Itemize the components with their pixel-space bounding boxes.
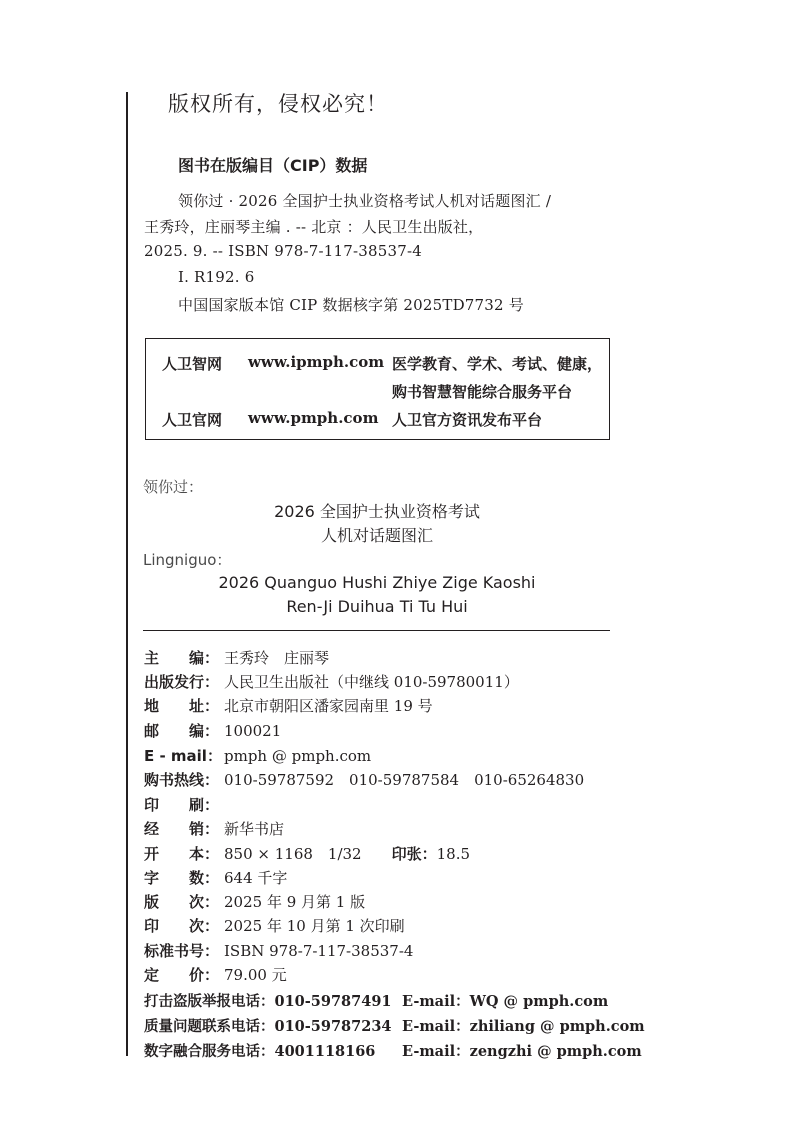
cip-line-1: 领你过 · 2026 全国护士执业资格考试人机对话题图汇 / bbox=[178, 192, 552, 210]
info-value: 850 × 1168 1/32 bbox=[224, 845, 362, 863]
info-row-email bbox=[144, 745, 371, 766]
contact-email: E-mail：zengzhi @ pmph.com bbox=[402, 1043, 642, 1060]
website-url-pmph[interactable]: www.pmph.com bbox=[248, 409, 379, 427]
info-label: 印 刷： bbox=[144, 796, 220, 814]
info-row-printer bbox=[144, 794, 224, 815]
info-value: 新华书店 bbox=[224, 820, 285, 838]
info-label: 购书热线： bbox=[144, 771, 220, 789]
book-title-cn-line-1: 2026 全国护士执业资格考试 bbox=[274, 502, 480, 521]
info-label: 字 数： bbox=[144, 869, 220, 887]
website-name-ipmph: 人卫智网 bbox=[162, 355, 223, 373]
book-title-label-pinyin: Lingniguo： bbox=[143, 551, 232, 569]
contact-label: 打击盗版举报电话： bbox=[144, 994, 275, 1010]
cip-title: 图书在版编目（CIP）数据 bbox=[178, 156, 368, 175]
website-box bbox=[145, 338, 610, 440]
contact-number: 010-59787491 bbox=[274, 993, 392, 1010]
website-name-pmph: 人卫官网 bbox=[162, 411, 223, 429]
info-row-hotline bbox=[144, 769, 584, 790]
contact-row-piracy bbox=[144, 990, 609, 1011]
contact-row-quality bbox=[144, 1015, 645, 1036]
contact-email: E-mail：WQ @ pmph.com bbox=[402, 993, 609, 1010]
info-label: 邮 编： bbox=[144, 722, 220, 740]
book-title-pinyin-line-1: 2026 Quanguo Hushi Zhiye Zige Kaoshi bbox=[218, 573, 536, 592]
website-desc-ipmph-2: 购书智慧智能综合服务平台 bbox=[392, 383, 573, 401]
info-row-isbn bbox=[144, 940, 413, 961]
info-value: pmph @ pmph.com bbox=[224, 747, 372, 765]
contact-email: E-mail：zhiliang @ pmph.com bbox=[402, 1018, 645, 1035]
info-row-distributor bbox=[144, 818, 284, 839]
book-title-cn-line-2: 人机对话题图汇 bbox=[320, 526, 434, 545]
info-label: 开 本： bbox=[144, 845, 220, 863]
book-title-pinyin-line-2: Ren-Ji Duihua Ti Tu Hui bbox=[286, 597, 468, 616]
info-row-edition bbox=[144, 891, 365, 912]
section-divider bbox=[143, 630, 610, 631]
info-row-editor bbox=[144, 647, 329, 668]
cip-line-3: 2025. 9. -- ISBN 978-7-117-38537-4 bbox=[144, 242, 422, 260]
contact-number: 4001118166 bbox=[274, 1043, 376, 1060]
info-value: 2025 年 10 月第 1 次印刷 bbox=[224, 917, 405, 935]
copyright-notice: 版权所有，侵权必究！ bbox=[168, 92, 388, 116]
info-value: 2025 年 9 月第 1 版 bbox=[224, 893, 366, 911]
info-label: 主 编： bbox=[144, 649, 220, 667]
info-row-price bbox=[144, 964, 287, 985]
website-desc-ipmph-1: 医学教育、学术、考试、健康， bbox=[392, 355, 603, 373]
website-desc-pmph: 人卫官方资讯发布平台 bbox=[392, 411, 543, 429]
info-value: 644 千字 bbox=[224, 869, 288, 887]
info-label: 出版发行： bbox=[144, 673, 220, 691]
website-url-ipmph[interactable]: www.ipmph.com bbox=[248, 353, 385, 371]
info-label: 定 价： bbox=[144, 966, 220, 984]
info-row-address bbox=[144, 695, 433, 716]
info-row-postcode bbox=[144, 720, 281, 741]
contact-number: 010-59787234 bbox=[274, 1018, 392, 1035]
info-value: 79.00 元 bbox=[224, 966, 287, 984]
info-row-printing bbox=[144, 915, 405, 936]
info-value: 王秀玲 庄丽琴 bbox=[224, 649, 330, 667]
info-extra-value: 18.5 bbox=[436, 845, 471, 863]
contact-label: 质量问题联系电话： bbox=[144, 1019, 275, 1035]
contact-label: 数字融合服务电话： bbox=[144, 1044, 275, 1060]
cip-line-4: Ⅰ. R192. 6 bbox=[178, 268, 255, 286]
info-label: 标准书号： bbox=[144, 942, 220, 960]
info-value: 010-59787592 010-59787584 010-65264830 bbox=[224, 771, 585, 789]
info-label: 印 次： bbox=[144, 917, 220, 935]
info-row-publisher bbox=[144, 671, 519, 692]
info-row-format bbox=[144, 843, 470, 864]
book-title-label-cn: 领你过： bbox=[143, 478, 204, 496]
info-extra-label: 印张： bbox=[391, 845, 437, 863]
info-label: 版 次： bbox=[144, 893, 220, 911]
left-margin-rule bbox=[126, 92, 128, 1056]
info-label: 经 销： bbox=[144, 820, 220, 838]
info-value: ISBN 978-7-117-38537-4 bbox=[224, 942, 414, 960]
info-row-wordcount bbox=[144, 867, 287, 888]
info-value: 北京市朝阳区潘家园南里 19 号 bbox=[224, 697, 433, 715]
contact-row-digital bbox=[144, 1040, 642, 1061]
info-value: 100021 bbox=[224, 722, 282, 740]
cip-line-2: 王秀玲，庄丽琴主编 . -- 北京 ：人民卫生出版社， bbox=[144, 218, 484, 236]
info-label: E - mail： bbox=[144, 747, 222, 765]
cip-line-5: 中国国家版本馆 CIP 数据核字第 2025TD7732 号 bbox=[178, 296, 524, 314]
info-label: 地 址： bbox=[144, 697, 220, 715]
info-value: 人民卫生出版社（中继线 010-59780011） bbox=[224, 673, 519, 691]
